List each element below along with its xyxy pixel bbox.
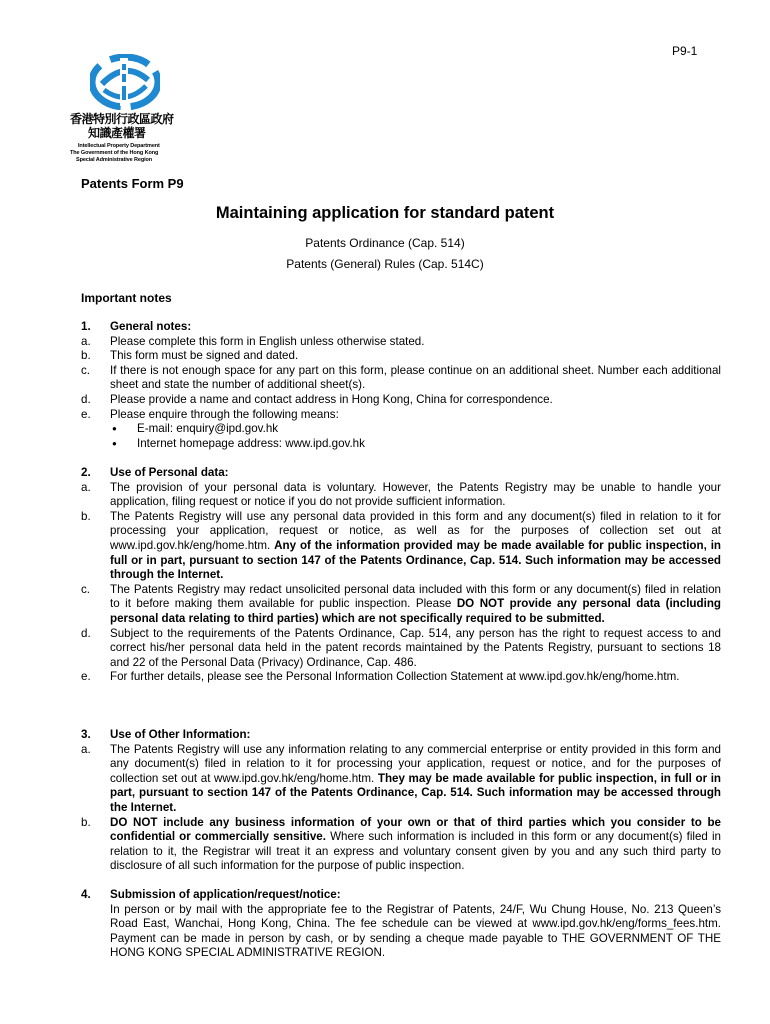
item-letter: a. [81,480,91,494]
logo-en-line2: The Government of the Hong Kong [70,150,159,156]
note-item: The provision of your personal data is voluntary. However, the Patents Registry may be unable to handle your application, filing request or notice if you do not provide sufficient information. [110,480,721,509]
logo-chinese-line1: 香港特別行政區政府 [70,112,174,126]
section-number: 3. [81,728,91,741]
section-heading: Use of Personal data: [110,466,229,479]
note-text: The Patents Registry may redact unsolicited personal data included with this form or any document(s) filed in relation to it before making them available for public inspection. Please [110,582,721,611]
logo-chinese-line2: 知識產權署 [88,126,146,140]
section-heading: Use of Other Information: [110,728,251,741]
item-letter: a. [81,742,91,756]
item-letter: c. [81,582,91,596]
note-item [110,583,721,627]
note-item: If there is not enough space for any part on this form, please continue on an additional sheet. Number each additional sheet and state the number of additional sheet(s). [110,363,721,392]
note-bold-text: They may be made available for public inspection, in full or in part, pursuant to section 147 of the Patents Ordinance, Cap. 514. Such information may be accessed through the Internet. [110,771,721,814]
ipd-emblem-icon [90,54,160,110]
note-text: The Patents Registry will use any information relating to any commercial enterprise or entity provided in this form and any document(s) filed in relation to it for processing your application, request or notice, and for the purposes of collection set out at www.ipd.gov.hk/eng/home.htm. [110,742,721,785]
document-title: Maintaining application for standard patent [215,204,555,222]
section-number: 1. [81,320,91,333]
logo-chinese-name [70,112,180,140]
form-name: Patents Form P9 [81,176,184,191]
note-item: Subject to the requirements of the Patents Ordinance, Cap. 514, any person has the right to request access to and correct his/her personal data held in the patent records maintained by the Patents Registry, pursuant to sections 18 and 22 of the Personal Data (Privacy) Ordinance, Cap. 486. [110,626,721,669]
email-contact: E-mail: enquiry@ipd.gov.hk [137,422,279,436]
logo-english-name [70,143,180,164]
note-bold-text: Any of the information provided may be made available for public inspection, in full or in part, pursuant to section 147 of the Patents Ordinance, Cap. 514. Such information may be accessed through the Internet. [110,538,722,582]
note-text: Where such information is included in this form or any document(s) filed in relation to it, the Registrar will treat it an express and voluntary consent given by you and any such third party to disclosure of all such information for the purpose of public inspection. [110,830,722,873]
important-notes-heading: Important notes [81,291,172,305]
note-item [110,743,721,816]
submission-text: In person or by mail with the appropriate fee to the Registrar of Patents, 24/F, Wu Chung House, No. 213 Queen’s Road East, Wanchai, Hong Kong, China. The fee schedule can be viewed at www.ipd.gov.hk/eng/forms_fees.htm. Payment can be made in person by cash, or by sending a cheque made payable to THE GOVERNMENT OF THE HONG KONG SPECIAL ADMINISTRATIVE REGION. [110,902,721,960]
section-number: 4. [81,888,91,901]
note-item: Please enquire through the following means: [110,407,339,421]
item-letter: e. [81,670,91,684]
section-other-information [81,728,721,874]
item-letter: d. [81,392,91,406]
logo-en-line1: Intellectual Property Department [78,143,160,149]
note-item [110,816,721,874]
section-submission [81,888,721,961]
note-text: The Patents Registry will use any personal data provided in this form and any document(s) filed in relation to it for processing your application, request or notice, as well as for the purposes of collection set out at www.ipd.gov.hk/eng/home.htm. [110,509,721,552]
item-letter: e. [81,407,91,421]
page-number: P9-1 [672,44,698,58]
ipd-logo [70,54,180,164]
bullet-icon: ● [112,438,117,448]
homepage-contact: Internet homepage address: www.ipd.gov.hk [137,436,365,450]
item-letter: a. [81,334,91,348]
logo-en-line3: Special Administrative Region [76,157,153,163]
subtitle-ordinance: Patents Ordinance (Cap. 514) [305,236,465,250]
note-item: This form must be signed and dated. [110,349,299,363]
note-item: Please complete this form in English unless otherwise stated. [110,334,425,348]
item-letter: b. [81,509,91,523]
note-item: Please provide a name and contact address in Hong Kong, China for correspondence. [110,392,553,406]
item-letter: b. [81,349,91,363]
section-general-notes [81,320,721,451]
item-letter: d. [81,626,91,640]
note-item: For further details, please see the Personal Information Collection Statement at www.ipd.gov.hk/eng/home.htm. [110,670,680,684]
note-item [110,510,721,583]
section-personal-data [81,466,721,685]
note-bold-text: DO NOT include any business information of your own or that of third parties which you consider to be confidential or commercially sensitive. [110,815,721,844]
item-letter: b. [81,815,91,829]
section-heading: Submission of application/request/notice: [110,888,341,901]
section-heading: General notes: [110,320,192,333]
item-letter: c. [81,363,91,377]
note-bold-text: DO NOT provide any personal data (including personal data relating to third parties) which are not specifically required to be submitted. [110,597,721,625]
bullet-icon: ● [112,424,117,434]
section-number: 2. [81,466,91,479]
subtitle-rules: Patents (General) Rules (Cap. 514C) [286,257,484,271]
